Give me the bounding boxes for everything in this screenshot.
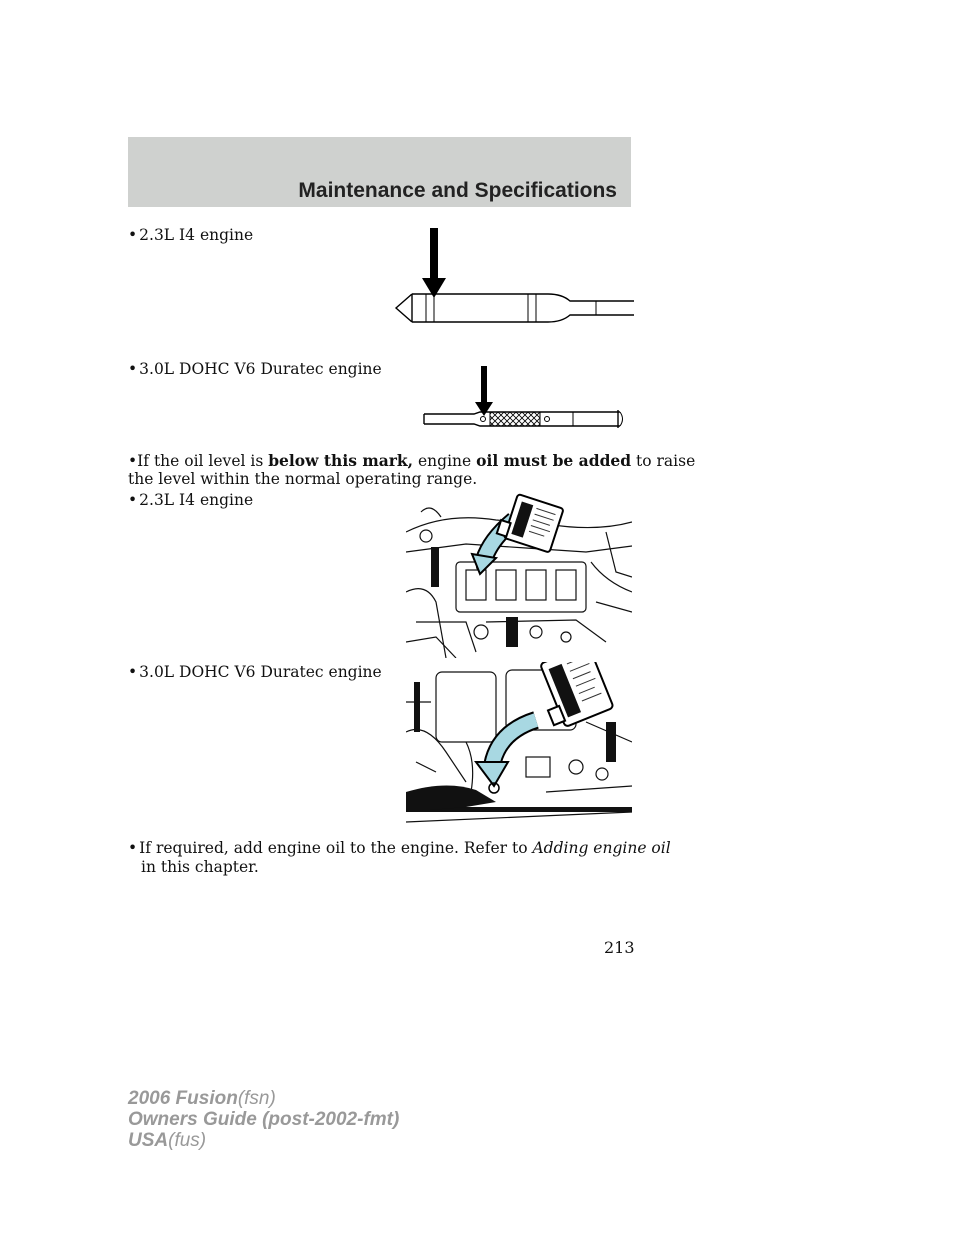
bullet-glyph: • (128, 491, 138, 509)
engine-3-0l-oil-fill-illustration (406, 662, 632, 830)
bullet-item (128, 225, 253, 246)
bullet-text: 2.3L I4 engine (139, 491, 254, 509)
cross-reference: Adding engine oil (532, 839, 671, 857)
bullet-glyph: • (128, 452, 138, 470)
dipstick-2-3l-illustration (390, 226, 635, 328)
footer-guide: Owners Guide (post-2002-fmt) (128, 1109, 400, 1130)
bullet-item (128, 359, 382, 380)
page-number: 213 (604, 938, 635, 957)
bullet-continuation: the level within the normal operating range. (128, 470, 478, 488)
bullet-item (128, 490, 253, 511)
footer-region-code: (fus) (168, 1130, 207, 1151)
bullet-text-1: If the oil level is (137, 452, 269, 470)
bullet-text: 3.0L DOHC V6 Duratec engine (139, 663, 382, 681)
bullet-emphasis-1: below this mark, (268, 451, 414, 470)
footer-region: USA (128, 1130, 169, 1151)
bullet-item (128, 838, 671, 859)
bullet-glyph: • (128, 839, 138, 857)
bullet-text: 3.0L DOHC V6 Duratec engine (139, 360, 382, 378)
bullet-glyph: • (128, 360, 138, 378)
bullet-glyph: • (128, 663, 138, 681)
bullet-text-2: engine (413, 452, 477, 470)
dipstick-3-0l-illustration (420, 364, 635, 434)
bullet-glyph: • (128, 226, 138, 244)
bullet-text-1: If required, add engine oil to the engine. Refer to (139, 839, 533, 857)
bullet-text: 2.3L I4 engine (139, 226, 254, 244)
engine-2-3l-oil-fill-illustration (406, 492, 632, 658)
bullet-item (128, 662, 382, 683)
chapter-header-band (128, 137, 631, 207)
bullet-emphasis-2: oil must be added (476, 451, 632, 470)
document-footer (128, 1088, 399, 1151)
footer-model-code: (fsn) (237, 1088, 276, 1109)
chapter-title: Maintenance and Specifications (298, 179, 617, 202)
bullet-text-3: to raise (631, 452, 696, 470)
footer-model: 2006 Fusion (128, 1088, 238, 1109)
bullet-continuation: in this chapter. (141, 858, 259, 876)
